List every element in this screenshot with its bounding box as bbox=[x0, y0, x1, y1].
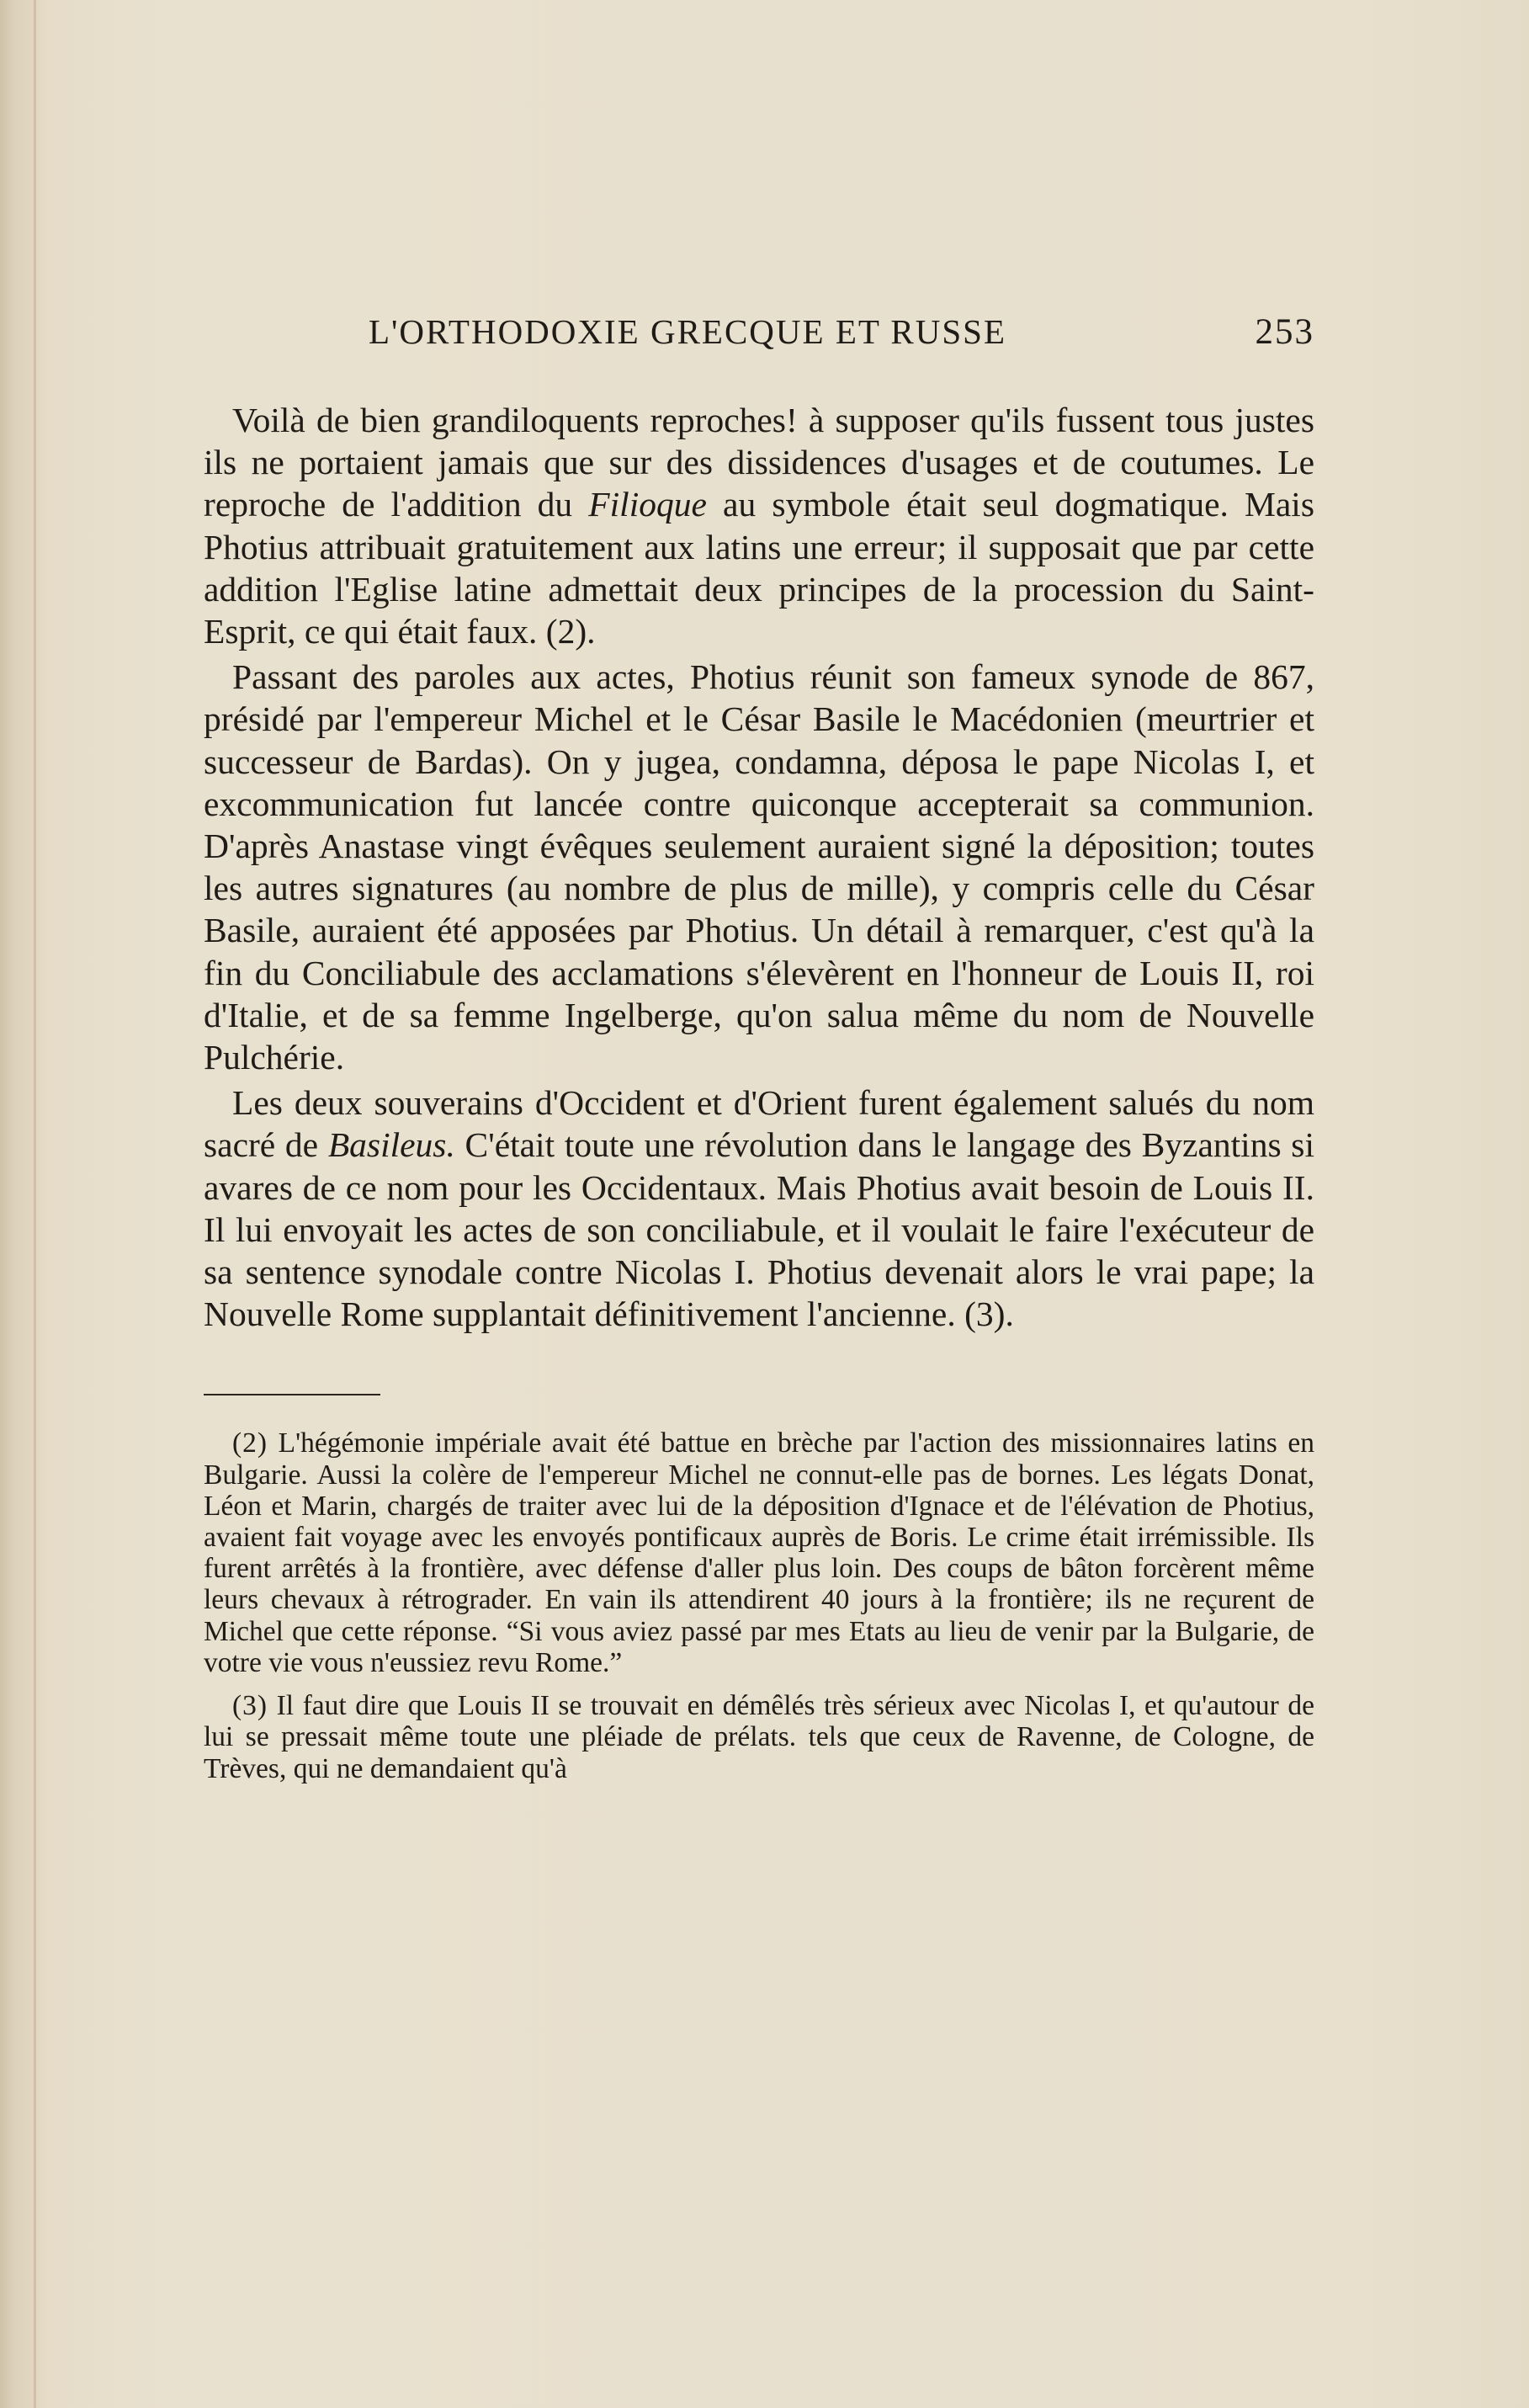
paragraph-2 bbox=[204, 656, 1314, 1078]
book-page bbox=[204, 311, 1314, 1784]
footnote-rule bbox=[204, 1394, 380, 1395]
running-head bbox=[204, 311, 1314, 362]
page-number: 253 bbox=[1255, 312, 1314, 352]
paragraph-3 bbox=[204, 1082, 1314, 1335]
body-text bbox=[204, 399, 1314, 1335]
footnote-3-text: Il faut dire que Louis II se trouvait en démêlés très sérieux avec Nicolas I, et qu'autour de lui se pressait même toute une pléiade de prélats. tels que ceux de Ravenne, de Cologne, de Trèves, qui ne demandaient qu'à bbox=[204, 1690, 1314, 1784]
binding-gutter bbox=[34, 0, 36, 2408]
paragraph-3-italic-basileus: Basileus. bbox=[327, 1125, 455, 1165]
paragraph-1-text-a: Voilà de bien grandiloquents reproches! à supposer qu'ils fussent tous justes ils ne portaient jamais que sur des dissidences d'usages et de coutumes. Le reproche de l'addition du bbox=[204, 401, 1314, 524]
running-title: L'ORTHODOXIE GRECQUE ET RUSSE bbox=[369, 312, 1007, 351]
footnote-2 bbox=[204, 1427, 1314, 1678]
paragraph-1-italic-filioque: Filioque bbox=[588, 485, 707, 524]
paragraph-1 bbox=[204, 399, 1314, 652]
footnote-2-mark: (2) bbox=[232, 1427, 268, 1459]
footnote-3 bbox=[204, 1690, 1314, 1784]
paragraph-1-text-b: au symbole était seul dogmatique. Mais Photius attribuait gratuitement aux latins une erreur; il supposait que par cette addition l'Eglise latine admettait deux principes de la procession du Saint-Esprit, ce qui était faux. (2). bbox=[204, 485, 1314, 651]
paragraph-2-text: Passant des paroles aux actes, Photius réunit son fameux synode de 867, présidé par l'empereur Michel et le César Basile le Macédonien (meurtrier et successeur de Bardas). On y jugea, condamna, déposa le pape Nicolas I, et excommunication fut lancée contre quiconque accepterait sa communion. D'après Anastase vingt évêques seulement auraient signé la déposition; toutes les autres signatures (au nombre de plus de mille), y compris celle du César Basile, auraient été apposées par Photius. Un détail à remarquer, c'est qu'à la fin du Conciliabule des acclamations s'élevèrent en l'honneur de Louis II, roi d'Italie, et de sa femme Ingelberge, qu'on salua même du nom de Nouvelle Pulchérie. bbox=[204, 657, 1314, 1077]
paragraph-3-text-a: Les deux souverains d'Occident et d'Orient furent également salués du nom sacré de bbox=[204, 1083, 1314, 1165]
footnotes bbox=[204, 1427, 1314, 1783]
paragraph-3-text-b: C'était toute une révolution dans le langage des Byzantins si avares de ce nom pour les Occidentaux. Mais Photius avait besoin de Louis II. Il lui envoyait les actes de son conciliabule, et il voulait le faire l'exécuteur de sa sentence synodale contre Nicolas I. Photius devenait alors le vrai pape; la Nouvelle Rome supplantait définitivement l'ancienne. (3). bbox=[204, 1125, 1314, 1334]
footnote-3-mark: (3) bbox=[232, 1690, 268, 1722]
footnote-2-text: L'hégémonie impériale avait été battue en brèche par l'action des missionnaires latins en Bulgarie. Aussi la colère de l'empereur Michel ne connut-elle pas de bornes. Les légats Donat, Léon et Marin, chargés de traiter avec lui de la déposition d'Ignace et de l'élévation de Photius, avaient fait voyage avec les envoyés pontificaux auprès de Boris. Le crime était irrémissible. Ils furent arrêtés à la frontière, avec défense d'aller plus loin. Des coups de bâton forcèrent même leurs chevaux à rétrograder. En vain ils attendirent 40 jours à la frontière; ils ne reçurent de Michel que cette réponse. “Si vous aviez passé par mes Etats au lieu de venir par la Bulgarie, de votre vie vous n'eussiez revu Rome.” bbox=[204, 1427, 1314, 1678]
